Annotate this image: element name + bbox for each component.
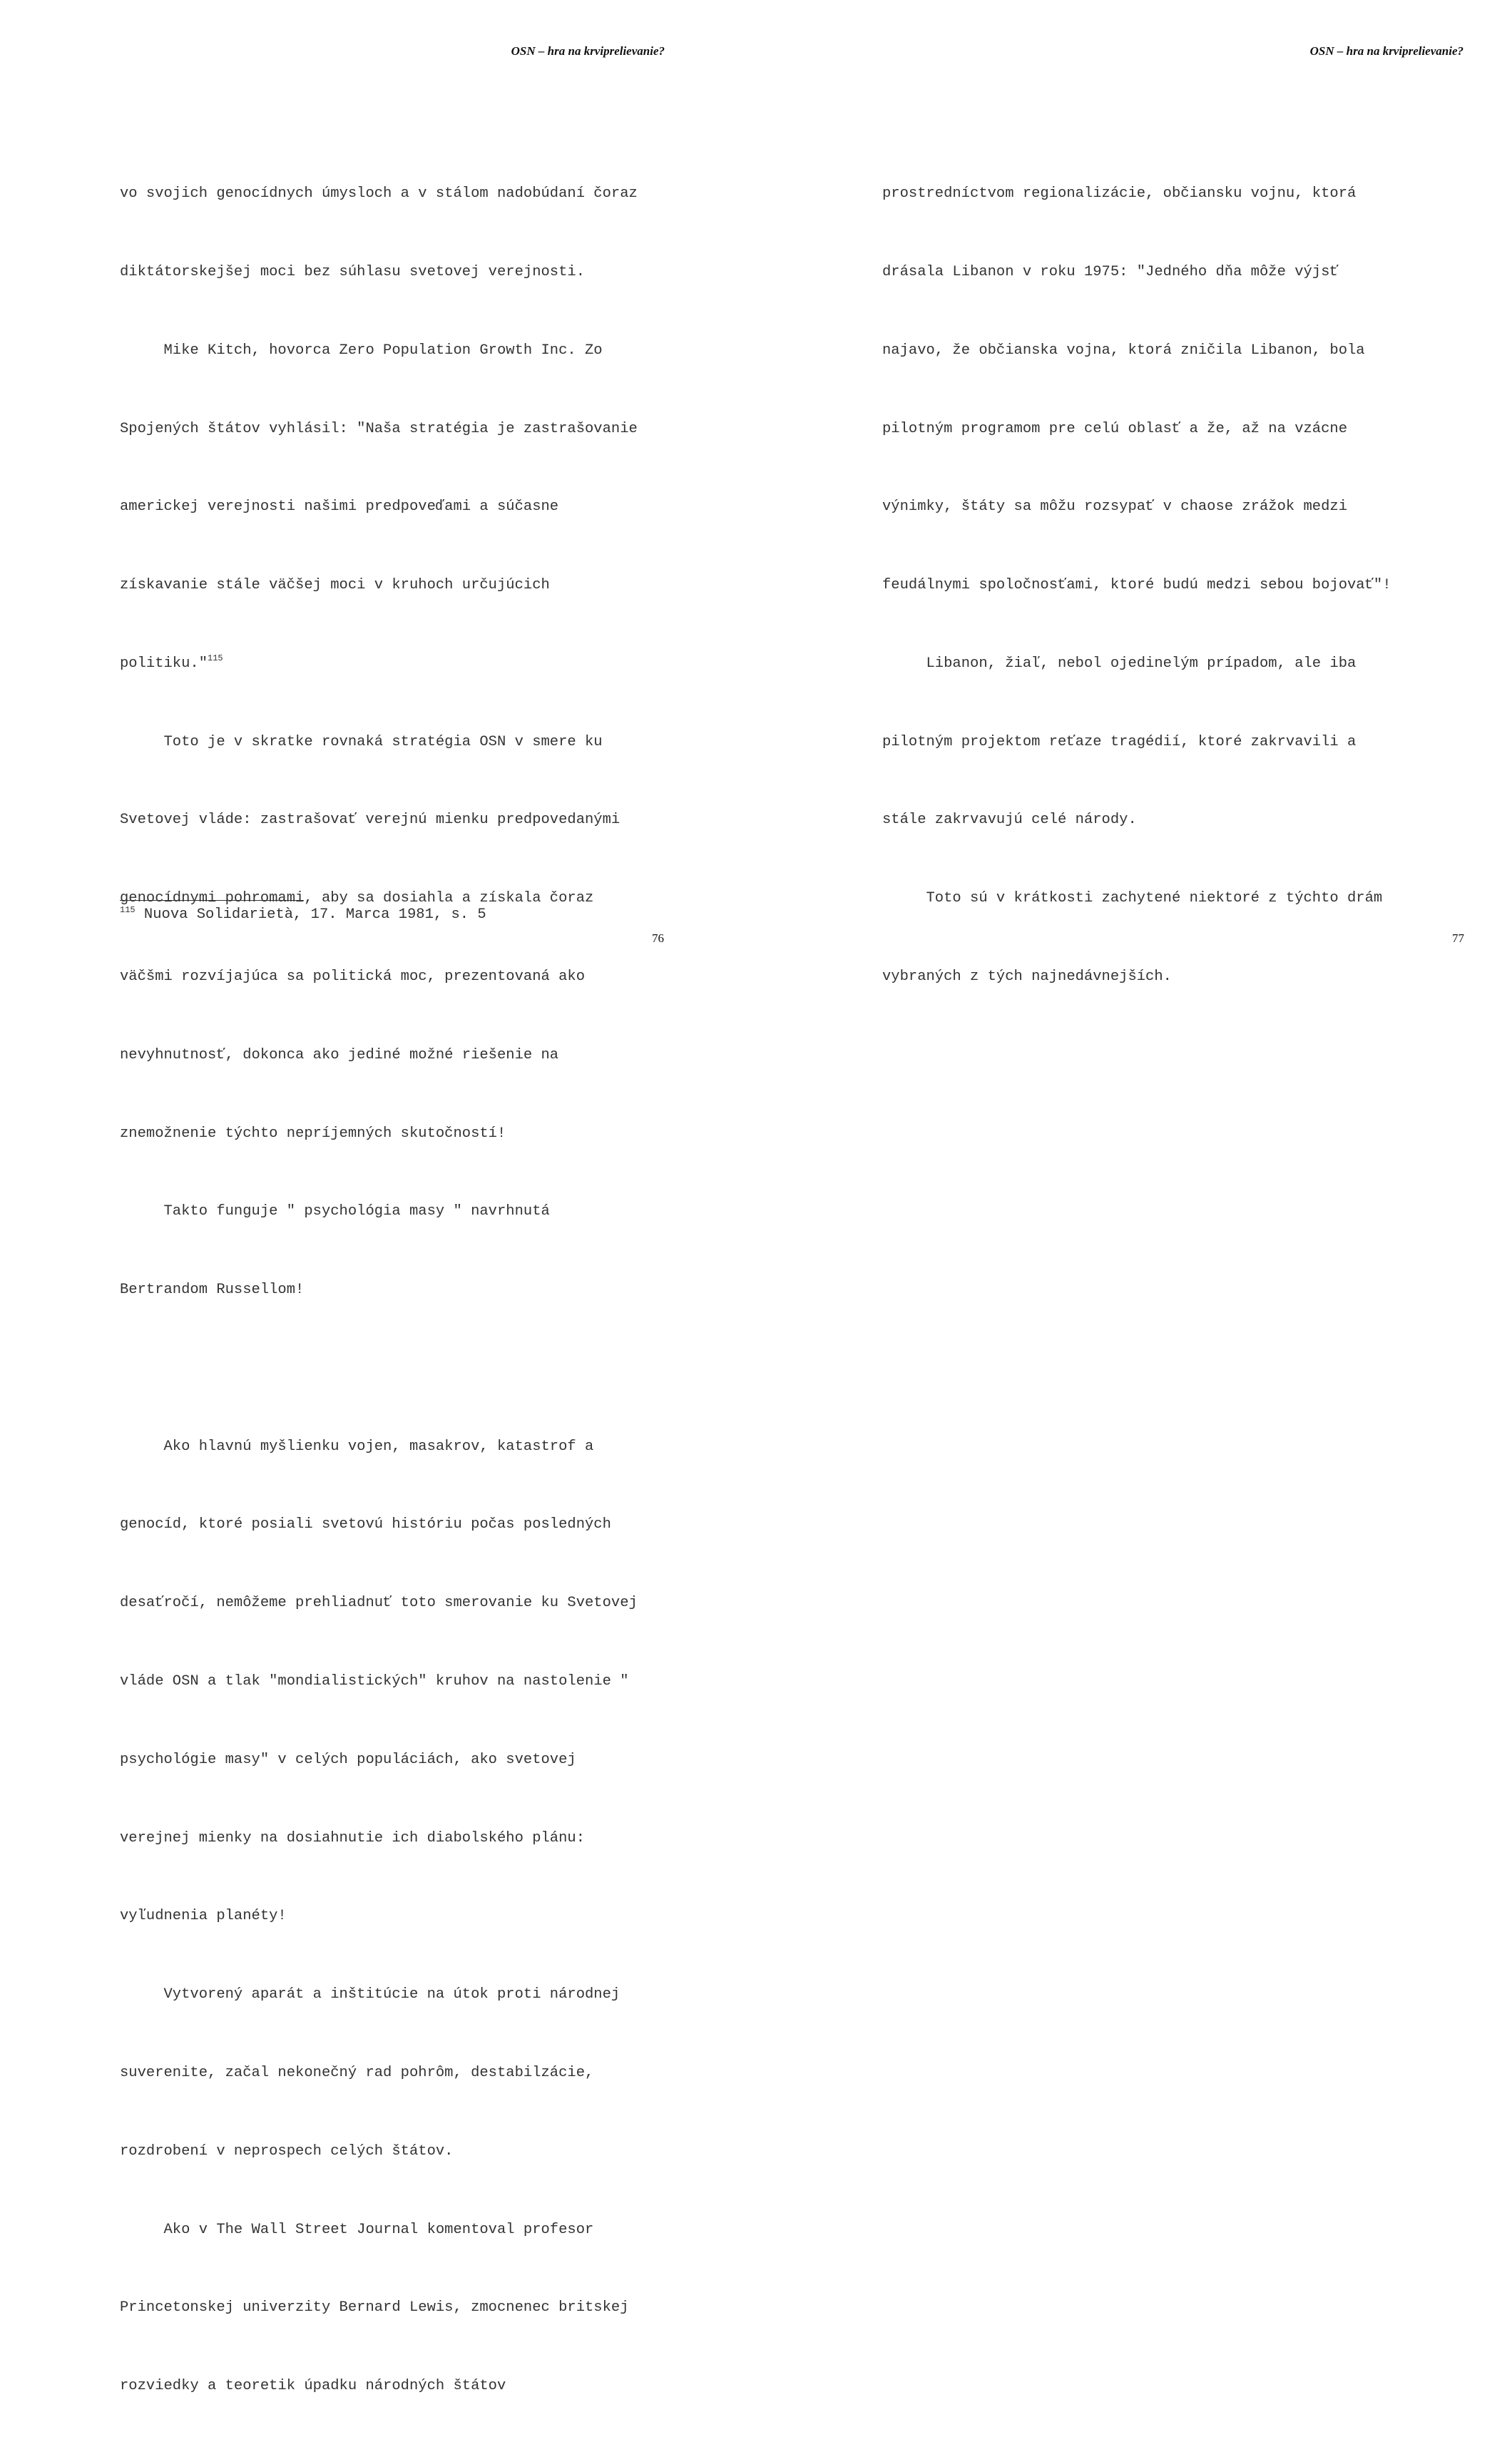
left-running-header: OSN – hra na krviprelievanie?: [511, 44, 665, 58]
text-line: rozdrobení v neprospech celých štátov.: [120, 2142, 454, 2160]
text-line: Ako v The Wall Street Journal komentoval profesor: [120, 2221, 594, 2238]
text-line: prostredníctvom regionalizácie, občiansku vojnu, ktorá: [882, 185, 1357, 203]
text-line: získavanie stále väčšej moci v kruhoch určujúcich: [120, 577, 550, 594]
right-running-header: OSN – hra na krviprelievanie?: [1309, 44, 1464, 58]
text-line: výnimky, štáty sa môžu rozsypať v chaose zrážok medzi: [882, 499, 1348, 516]
text-line: Toto je v skratke rovnaká stratégia OSN v smere ku: [120, 733, 603, 750]
left-body-text: [120, 129, 638, 2452]
left-page: [0, 0, 756, 2395]
text-line-with-footnote-ref: [120, 651, 638, 678]
text-line: znemožnenie týchto nepríjemných skutočností!: [120, 1125, 506, 1142]
blank-line: [120, 1356, 638, 1382]
text-line: Ako hlavnú myšlienku vojen, masakrov, katastrof a: [120, 1438, 594, 1455]
right-body-text: [882, 129, 1391, 1043]
text-line: Mike Kitch, hovorca Zero Population Growth Inc. Zo: [120, 342, 603, 359]
left-page-number: 76: [652, 931, 664, 945]
footnote-number: 115: [120, 905, 136, 915]
text-line: vo svojich genocídnych úmysloch a v stálom nadobúdaní čoraz: [120, 185, 638, 203]
text-line: vyľudnenia planéty!: [120, 1908, 287, 1925]
text-line: drásala Libanon v roku 1975: "Jedného dňa môže výjsť: [882, 263, 1339, 280]
text-line: feudálnymi spoločnosťami, ktoré budú medzi sebou bojovať"!: [882, 577, 1391, 594]
text-line: psychológie masy" v celých populáciách, ako svetovej: [120, 1751, 576, 1768]
right-page-number: 77: [1452, 931, 1464, 945]
footnote: [120, 904, 486, 926]
text-line: Vytvorený aparát a inštitúcie na útok proti národnej: [120, 1986, 620, 2003]
footnote-text: Nuova Solidarietà, 17. Marca 1981, s. 5: [135, 906, 486, 923]
text-line: väčšmi rozvíjajúca sa politická moc, prezentovaná ako: [120, 969, 586, 985]
right-page: [756, 0, 1512, 1070]
text-line: rozviedky a teoretik úpadku národných štátov: [120, 2378, 506, 2395]
text-line: genocíd, ktoré posiali svetovú históriu počas posledných: [120, 1516, 611, 1533]
text-line: diktátorskejšej moci bez súhlasu svetovej verejnosti.: [120, 263, 586, 280]
text-line: genocídnymi pohromami, aby sa dosiahla a získala čoraz: [120, 890, 594, 907]
footnote-reference[interactable]: 115: [208, 653, 223, 663]
text-line: verejnej mienky na dosiahnutie ich diabolského plánu:: [120, 1829, 586, 1846]
text-line: desaťročí, nemôžeme prehliadnuť toto smerovanie ku Svetovej: [120, 1595, 638, 1612]
text-line: stále zakrvavujú celé národy.: [882, 812, 1137, 829]
text-line: Spojených štátov vyhlásil: "Naša stratégia je zastrašovanie: [120, 420, 638, 437]
text-line: Libanon, žiaľ, nebol ojedinelým prípadom, ale iba: [882, 655, 1357, 672]
footnote-divider: [120, 900, 304, 901]
text-line: nevyhnutnosť, dokonca ako jediné možné riešenie na: [120, 1046, 559, 1063]
text-line: vybraných z tých najnedávnejších.: [882, 969, 1172, 985]
text-line: americkej verejnosti našimi predpoveďami a súčasne: [120, 499, 559, 516]
text-line: Princetonskej univerzity Bernard Lewis, zmocnenec britskej: [120, 2299, 629, 2316]
text-line: Toto sú v krátkosti zachytené niektoré z týchto drám: [882, 890, 1383, 907]
text-line: Svetovej vláde: zastrašovať verejnú mienku predpovedanými: [120, 812, 620, 829]
text-line: suverenite, začal nekonečný rad pohrôm, destabilzácie,: [120, 2064, 594, 2081]
text-line: politiku.": [120, 655, 208, 672]
text-line: pilotným programom pre celú oblasť a že, až na vzácne: [882, 420, 1348, 437]
text-line: Takto funguje " psychológia masy " navrhnutá: [120, 1203, 550, 1220]
text-line: vláde OSN a tlak "mondialistických" kruhov na nastolenie ": [120, 1673, 629, 1690]
text-line: Bertrandom Russellom!: [120, 1282, 305, 1299]
text-line: pilotným projektom reťaze tragédií, ktoré zakrvavili a: [882, 733, 1357, 750]
text-line: najavo, že občianska vojna, ktorá zničila Libanon, bola: [882, 342, 1365, 359]
